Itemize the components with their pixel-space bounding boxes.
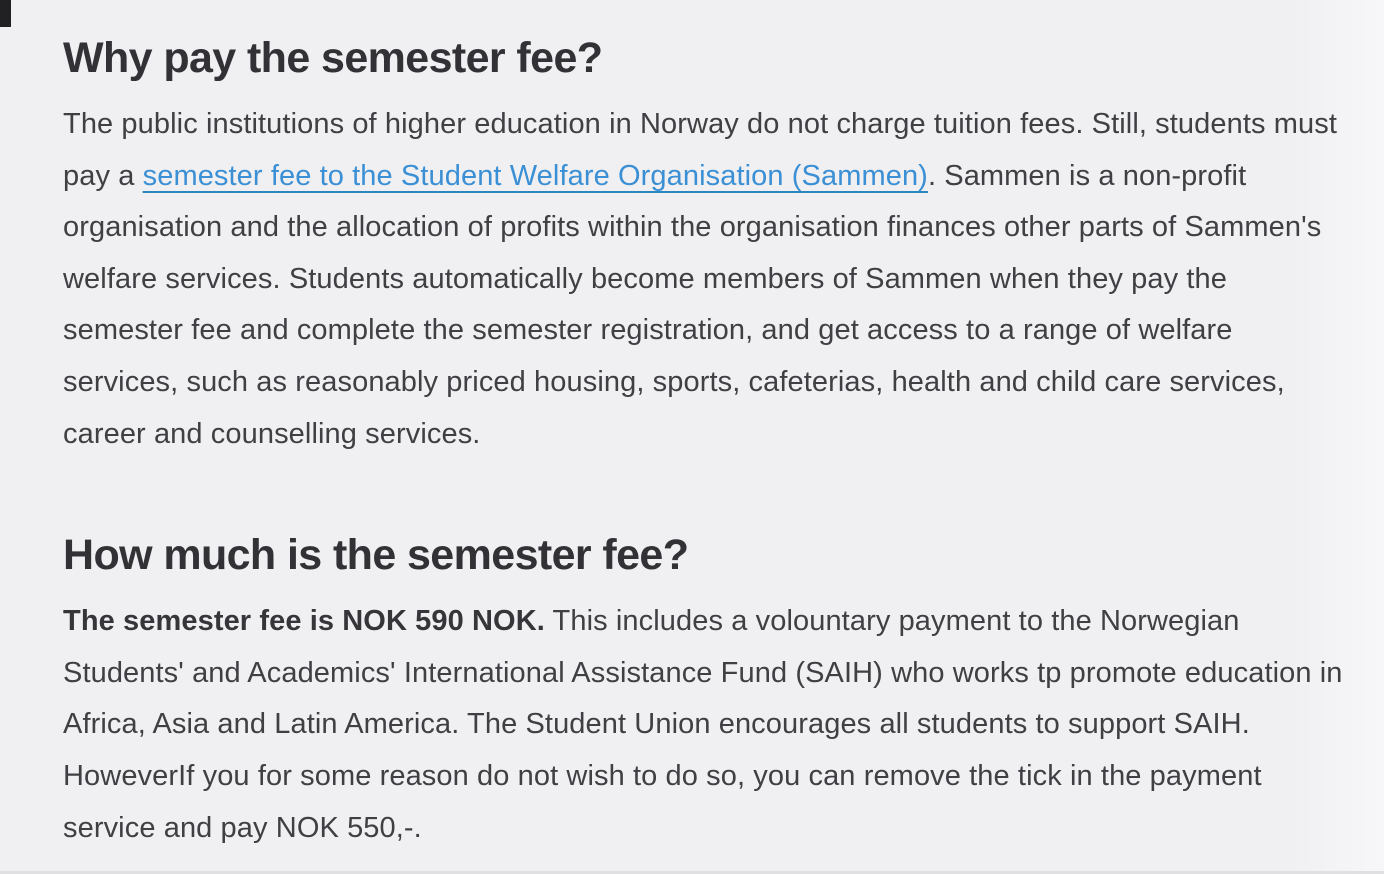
screen-edge-artifact <box>0 0 11 27</box>
paragraph-text-rest: This includes a volountary payment to the Norwegian Students' and Academics' International Assistance Fund (SAIH) who works tp promote education in Africa, Asia and Latin America. The Student Union encourages all students to support SAIH. HoweverIf you for some reason do not wish to do so, you can remove the tick in the payment service and pay NOK 550,-. <box>63 605 1343 844</box>
fee-amount-bold-text: The semester fee is NOK 590 NOK. <box>63 605 545 638</box>
section1-heading: Why pay the semester fee? <box>63 34 603 82</box>
paragraph-text-after-link: . Sammen is a non-profit organisation and the allocation of profits within the organisation finances other parts of Sammen's welfare services. Students automatically become members of Sammen when they pay the semester fee and complete the semester registration, and get access to a range of welfare services, such as reasonably priced housing, sports, cafeterias, health and child care services, career and counselling services. <box>63 159 1322 450</box>
section2-paragraph <box>63 596 1344 854</box>
paragraph-text-before-link: The public institutions of higher education in Norway do not charge tuition fees. Still, students must pay a <box>63 108 1338 192</box>
section2-heading: How much is the semester fee? <box>63 531 689 580</box>
section1-paragraph <box>63 99 1344 460</box>
semester-fee-sammen-link[interactable]: semester fee to the Student Welfare Organisation (Sammen) <box>142 159 928 192</box>
